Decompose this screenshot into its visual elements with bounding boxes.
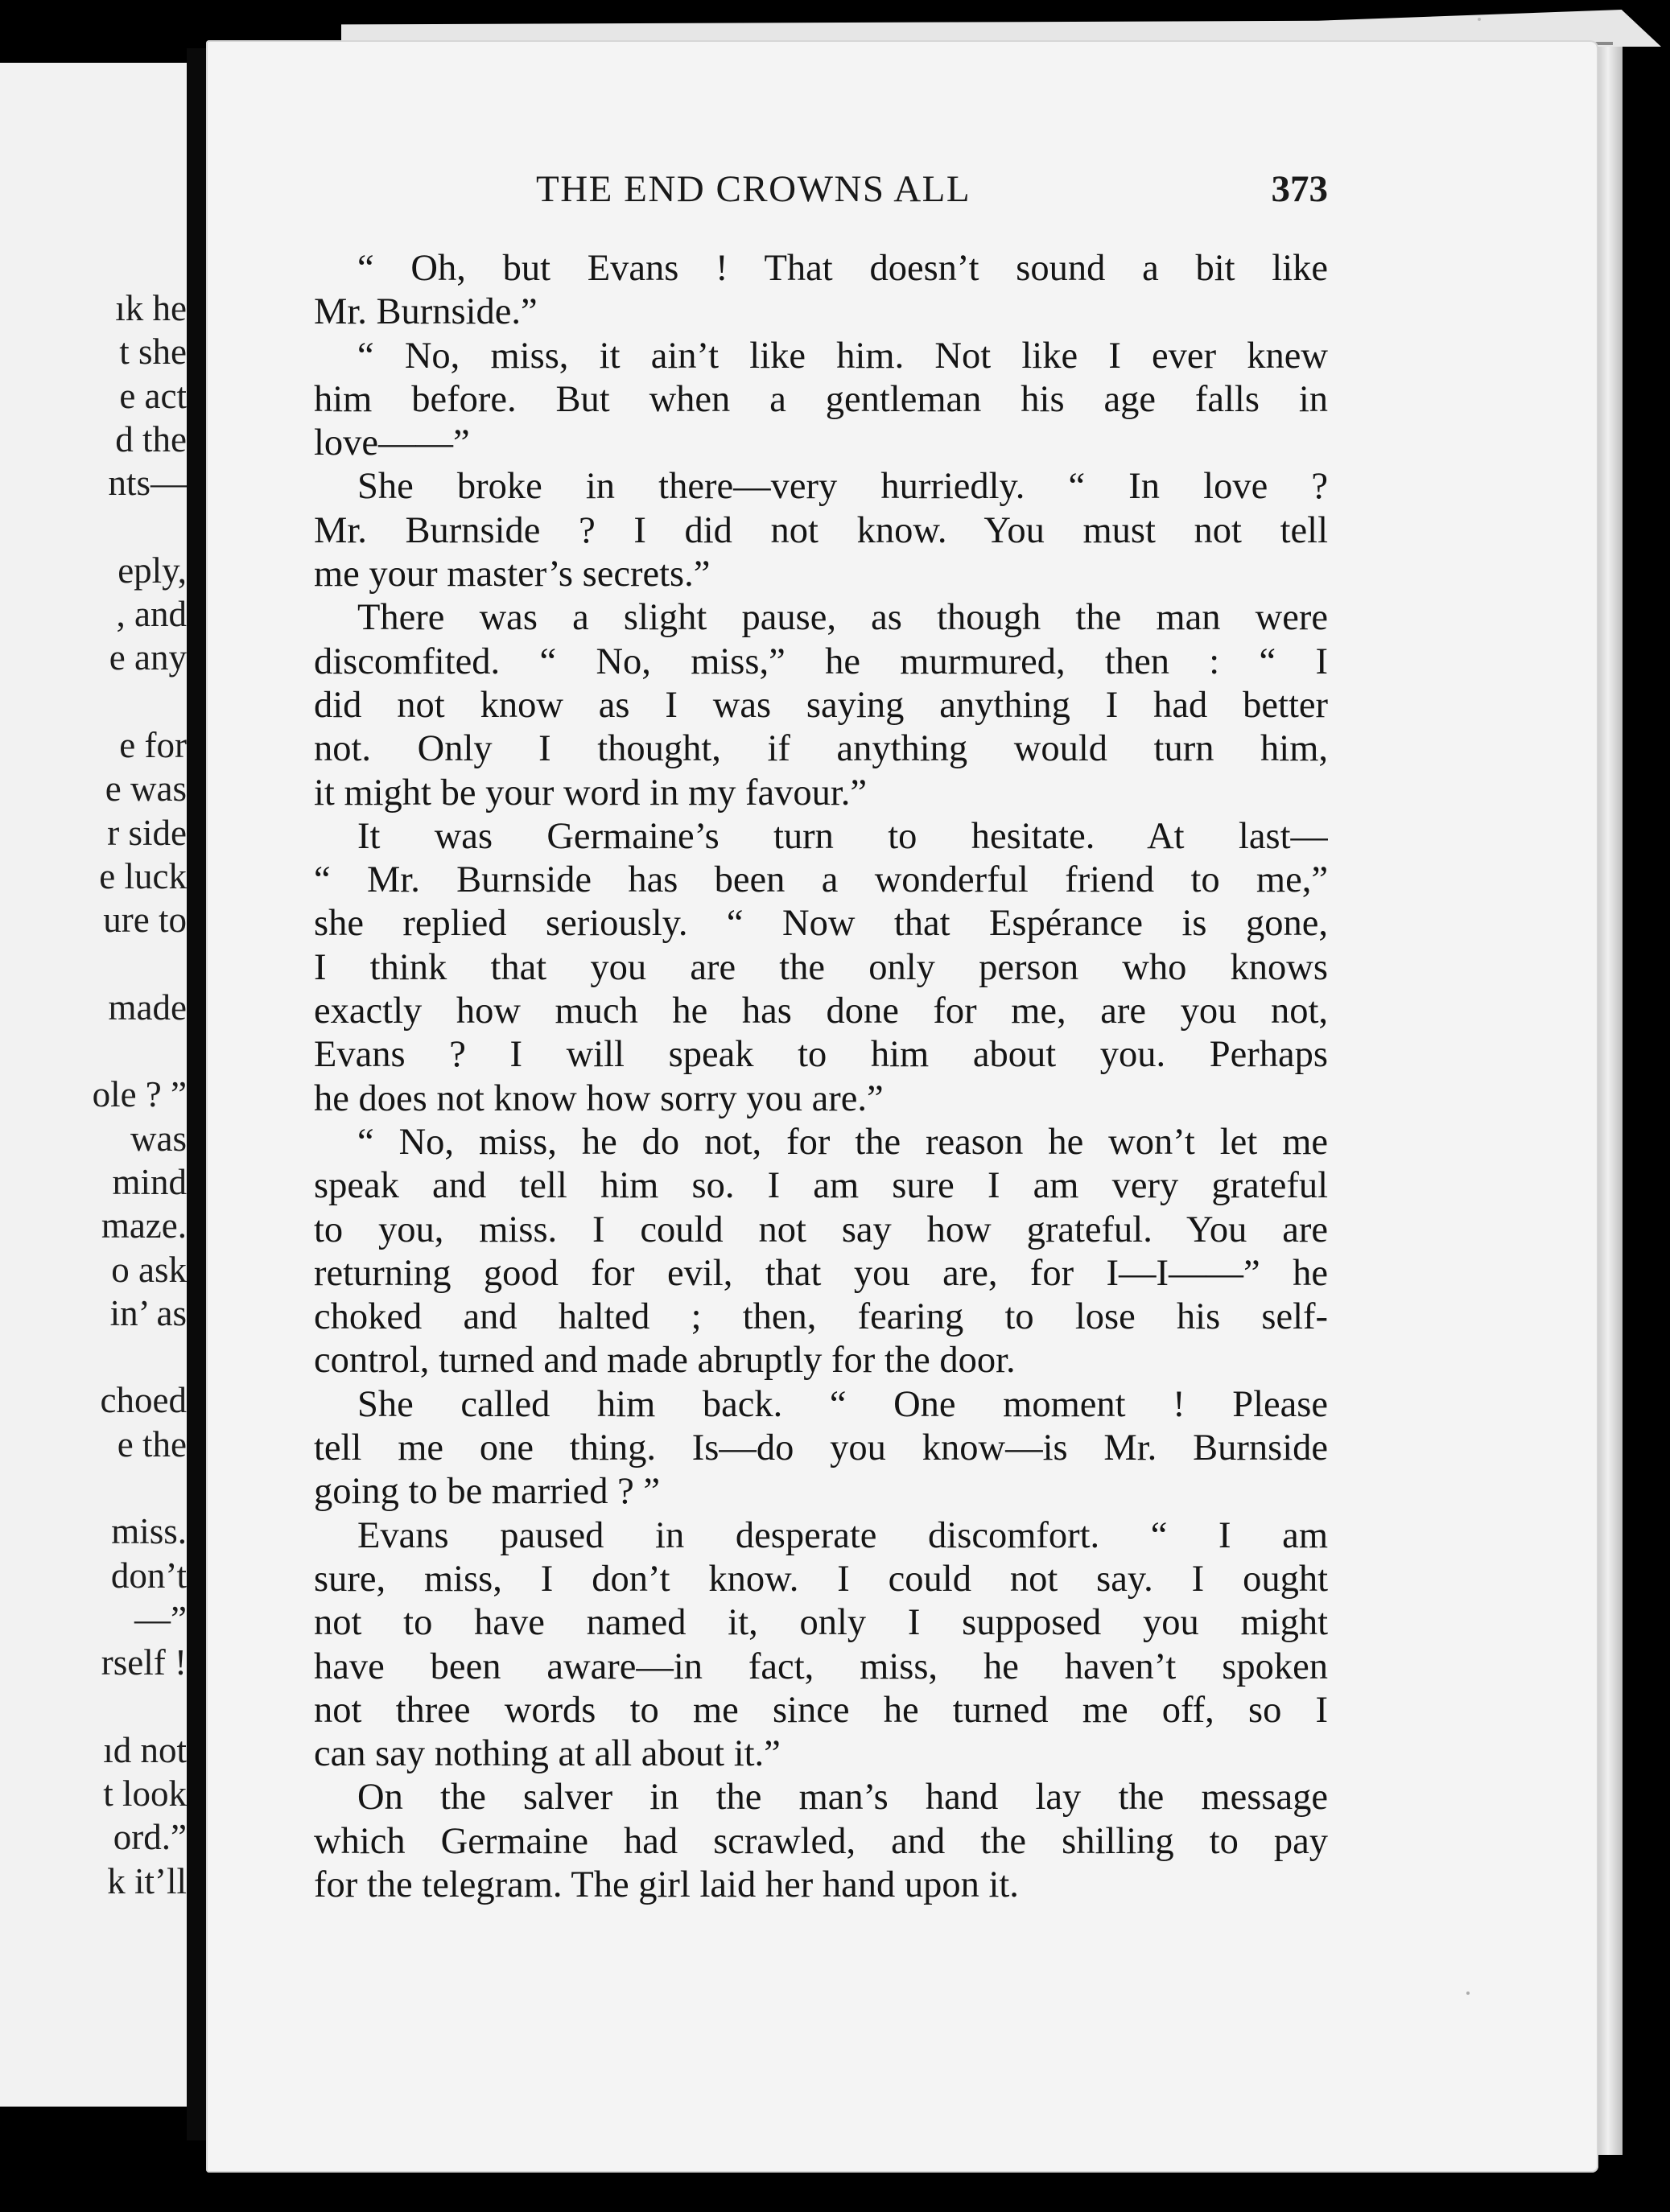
text-line: for the telegram. The girl laid her hand upon it. xyxy=(314,1864,1019,1905)
body-text xyxy=(314,247,1328,1907)
previous-page-line xyxy=(93,1335,187,1378)
text-line: love——” xyxy=(314,422,470,464)
text-line: exactly how much he has done for me, are you not, xyxy=(314,991,1328,1032)
previous-page-line: don’t xyxy=(110,1555,187,1596)
previous-page xyxy=(0,63,187,2107)
previous-page-line xyxy=(93,680,187,723)
text-line: I think that you are the only person who knows xyxy=(314,946,1328,988)
previous-page-line: nts— xyxy=(108,463,187,504)
previous-page-line: ole ? ” xyxy=(92,1074,187,1115)
text-line: which Germaine had scrawled, and the shilling to pay xyxy=(314,1820,1328,1862)
text-line: Mr. Burnside ? I did not know. You must not tell xyxy=(314,509,1328,551)
text-line: control, turned and made abruptly for the door. xyxy=(314,1340,1016,1382)
text-line: “ Oh, but Evans ! That doesn’t sound a bit like xyxy=(357,248,1328,289)
previous-page-line: choed xyxy=(100,1380,187,1421)
page-header xyxy=(314,167,1328,216)
previous-page-line: ord.” xyxy=(113,1817,187,1858)
previous-page-line: e the xyxy=(117,1423,187,1464)
running-title: THE END CROWNS ALL xyxy=(536,168,971,210)
text-line: Mr. Burnside.” xyxy=(314,291,538,333)
text-line: There was a slight pause, as though the man were xyxy=(357,597,1328,639)
text-line: “ Mr. Burnside has been a wonderful friend to me,” xyxy=(314,859,1328,901)
text-line: have been aware—in fact, miss, he haven’t spoken xyxy=(314,1646,1328,1687)
text-line: him before. But when a gentleman his age falls in xyxy=(314,378,1328,420)
text-line: not three words to me since he turned me off, so I xyxy=(314,1689,1328,1731)
previous-page-line: e was xyxy=(105,768,187,809)
text-line: She broke in there—very hurriedly. “ In love ? xyxy=(357,466,1328,508)
page-number: 373 xyxy=(1271,168,1328,210)
previous-page-line: —” xyxy=(134,1598,187,1639)
previous-page-line: k it’ll xyxy=(107,1860,187,1901)
text-line: me your master’s secrets.” xyxy=(314,554,711,595)
previous-page-line: e act xyxy=(119,375,187,416)
previous-page-line: t look xyxy=(103,1773,187,1814)
text-line: can say nothing at all about it.” xyxy=(314,1733,781,1775)
previous-page-line: , and xyxy=(116,594,187,635)
previous-page-text xyxy=(93,286,187,1903)
text-line: Evans paused in desperate discomfort. “ I am xyxy=(357,1514,1328,1556)
previous-page-line: rself ! xyxy=(101,1642,187,1683)
previous-page-line: miss. xyxy=(111,1511,187,1552)
previous-page-line xyxy=(93,1466,187,1510)
text-line: he does not know how sorry you are.” xyxy=(314,1077,884,1119)
text-line: not. Only I thought, if anything would turn him, xyxy=(314,728,1328,770)
previous-page-line: was xyxy=(130,1118,187,1159)
previous-page-line: eply, xyxy=(118,550,187,591)
previous-page-line xyxy=(93,1029,187,1073)
text-line: It was Germaine’s turn to hesitate. At last— xyxy=(357,815,1328,857)
previous-page-line: made xyxy=(108,987,187,1028)
previous-page-line: e any xyxy=(109,637,187,678)
text-line: tell me one thing. Is—do you know—is Mr. Burnside xyxy=(314,1427,1328,1469)
text-line: to you, miss. I could not say how grateful. You are xyxy=(314,1209,1328,1250)
previous-page-line: e for xyxy=(119,724,187,765)
text-line: going to be married ? ” xyxy=(314,1471,660,1513)
page-stack-edge xyxy=(1598,47,1623,2155)
book-gutter xyxy=(187,48,206,2140)
previous-page-line: in’ as xyxy=(109,1292,187,1333)
text-line: speak and tell him so. I am sure I am very grateful xyxy=(314,1165,1328,1207)
text-line: choked and halted ; then, fearing to lose his self- xyxy=(314,1296,1328,1338)
text-line: sure, miss, I don’t know. I could not say. I ought xyxy=(314,1558,1328,1600)
text-line: she replied seriously. “ Now that Espérance is gone, xyxy=(314,903,1328,945)
previous-page-line: e luck xyxy=(99,855,187,896)
previous-page-line: t she xyxy=(119,332,187,373)
previous-page-line: d the xyxy=(115,418,187,459)
previous-page-line: o ask xyxy=(111,1249,187,1290)
previous-page-line: mind xyxy=(112,1161,187,1202)
text-line: did not know as I was saying anything I had better xyxy=(314,684,1328,726)
text-line: discomfited. “ No, miss,” he murmured, then : “ I xyxy=(314,641,1328,682)
text-line: She called him back. “ One moment ! Please xyxy=(357,1383,1328,1425)
previous-page-line: ıd not xyxy=(103,1729,187,1770)
previous-page-line xyxy=(93,941,187,985)
previous-page-line: maze. xyxy=(101,1205,187,1246)
text-line: it might be your word in my favour.” xyxy=(314,772,868,814)
previous-page-line xyxy=(93,505,187,548)
text-line: “ No, miss, he do not, for the reason he won’t let me xyxy=(357,1121,1328,1163)
previous-page-line: ık he xyxy=(115,288,187,328)
previous-page-line: r side xyxy=(107,812,187,853)
text-line: On the salver in the man’s hand lay the message xyxy=(357,1777,1328,1819)
text-line: “ No, miss, it ain’t like him. Not like I ever knew xyxy=(357,335,1328,377)
paper-speck xyxy=(1478,18,1481,21)
text-line: Evans ? I will speak to him about you. Perhaps xyxy=(314,1034,1328,1076)
text-line: not to have named it, only I supposed you might xyxy=(314,1602,1328,1644)
previous-page-line: ure to xyxy=(103,900,187,941)
text-line: returning good for evil, that you are, for I—I——” he xyxy=(314,1252,1328,1294)
previous-page-line xyxy=(93,1685,187,1728)
paper-speck xyxy=(1466,1992,1470,1995)
